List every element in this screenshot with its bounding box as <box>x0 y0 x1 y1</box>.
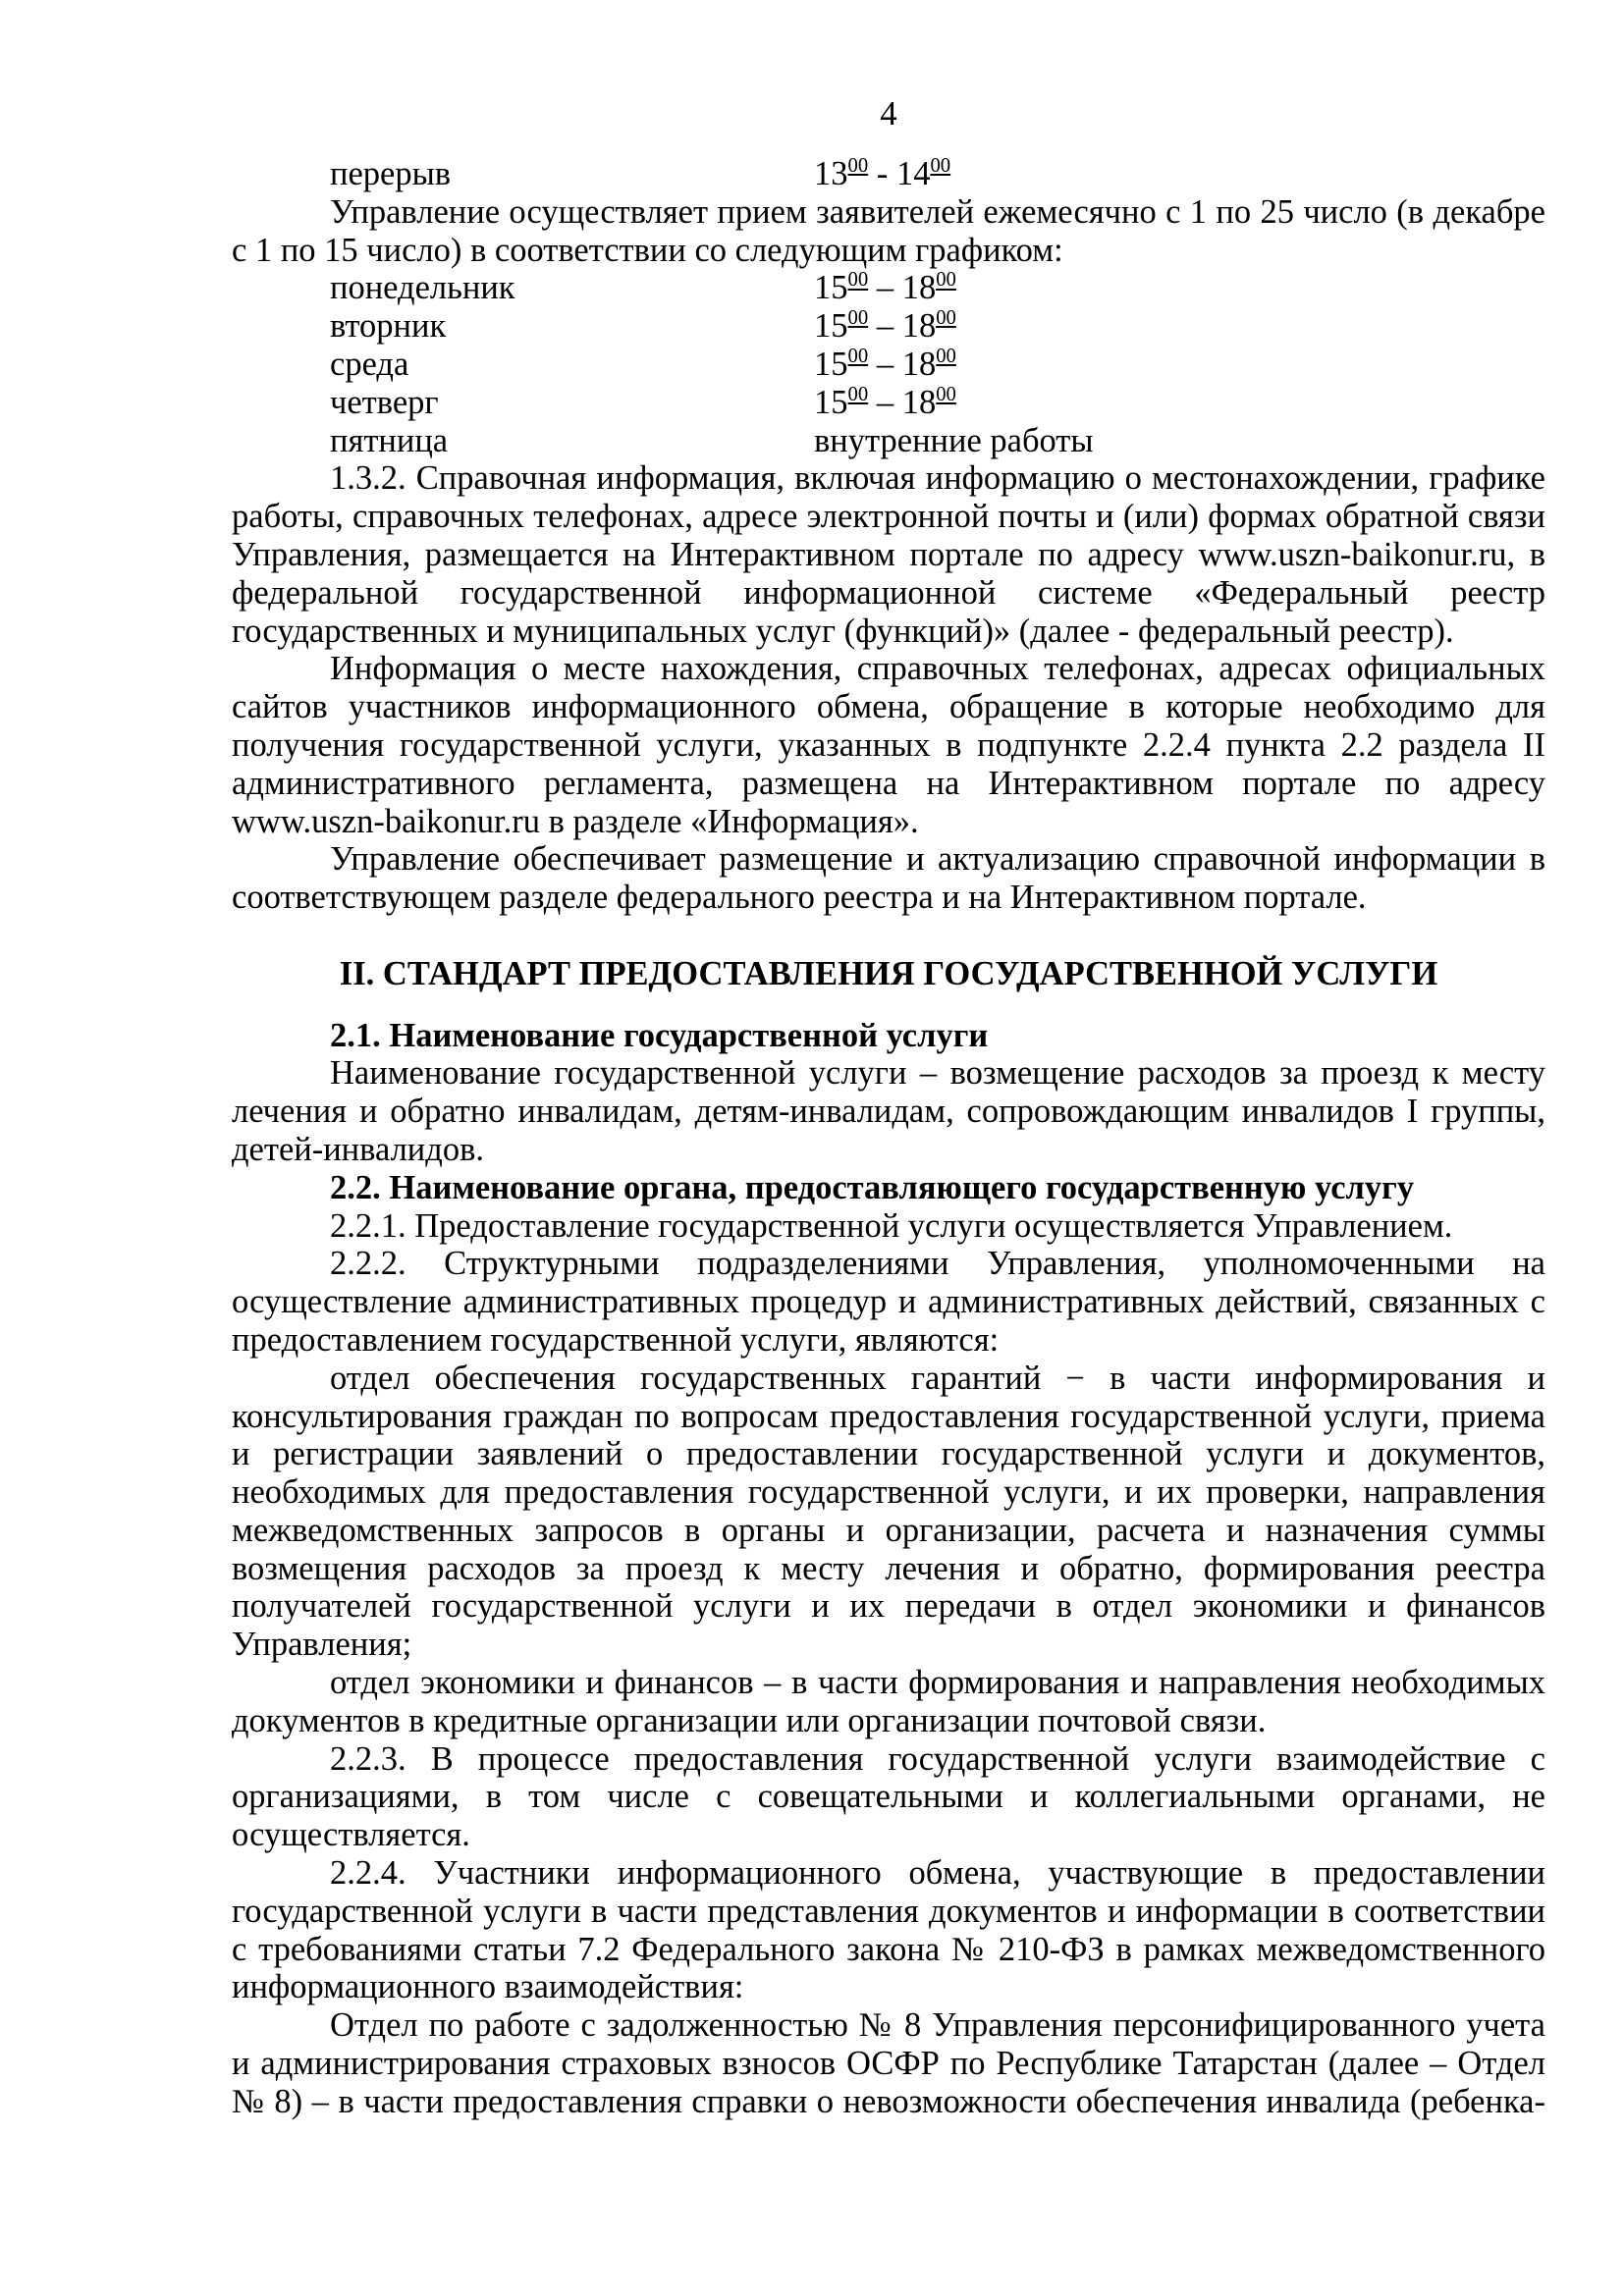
section-heading: II. СТАНДАРТ ПРЕДОСТАВЛЕНИЯ ГОСУДАРСТВЕННОЙ УСЛУГИ <box>339 954 1438 992</box>
paragraph-2-2-4: 2.2.4. Участники информационного обмена, участвующие в предоставлении государственной услуги в части представления документов и информации в соответствии с требованиями статьи 7.2 Федерального закона № 210-ФЗ в рамках межведомственного информационного взаимодействия: <box>232 1854 1545 2006</box>
schedule-row <box>232 307 1545 346</box>
subsection-2-1-text: Наименование государственной услуги – возмещение расходов за проезд к месту лечения и обратно инвалидам, детям-инвалидам, сопровождающим инвалидов I группы, детей-инвалидов. <box>232 1054 1545 1168</box>
schedule-note: внутренние работы <box>814 421 1094 459</box>
paragraph-info-update: Управление обеспечивает размещение и актуализацию справочной информации в соответствующем разделе федерального реестра и на Интерактивном портале. <box>232 840 1545 917</box>
schedule-time: $15^{00} - 18^{00}$ <box>814 383 956 421</box>
schedule-day: среда <box>330 345 409 383</box>
paragraph-department-8: Отдел по работе с задолженностью № 8 Управления персонифицированного учета и администрирования страховых взносов ОСФР по Республике Татарстан (далее – Отдел № 8) – в части предоставления справки о невозможности обеспечения инвалида (ребенка- <box>232 2006 1545 2120</box>
schedule-row-friday <box>232 422 1545 460</box>
paragraph-info-location: Информация о месте нахождения, справочных телефонах, адресах официальных сайтов участников информационного обмена, обращение в которые необходимо для получения государственной услуги, указанных в подпункте 2.2.4 пункта 2.2 раздела II административного регламента, размещена на Интерактивном портале по адресу www.uszn-baikonur.ru в разделе «Информация». <box>232 650 1545 840</box>
paragraph-department-finance: отдел экономики и финансов – в части формирования и направления необходимых документов в кредитные организации или организации почтовой связи. <box>232 1664 1545 1739</box>
subsection-2-2-heading: 2.2. Наименование органа, предоставляющего государственную услугу <box>330 1168 1415 1206</box>
paragraph-2-2-2: 2.2.2. Структурными подразделениями Управления, уполномоченными на осуществление административных процедур и административных действий, связанных с предоставлением государственной услуги, являются: <box>232 1245 1545 1359</box>
schedule-day: пятница <box>330 421 449 459</box>
schedule-row <box>232 269 1545 307</box>
paragraph-department-guarantees: отдел обеспечения государственных гарантий − в части информирования и консультирования граждан по вопросам предоставления государственной услуги, приема и регистрации заявлений о предоставлении государственной услуги и документов, необходимых для предоставления государственной услуги, и их проверки, направления межведомственных запросов в органы и организации, расчета и назначения суммы возмещения расходов за проезд к месту лечения и обратно, формирования реестра получателей государственной услуги и их передачи в отдел экономики и финансов Управления; <box>232 1359 1545 1664</box>
paragraph-1-3-2: 1.3.2. Справочная информация, включая информацию о местонахождении, графике работы, справочных телефонах, адресе электронной почты и (или) формах обратной связи Управления, размещается на Интерактивном портале по адресу www.uszn-baikonur.ru, в федеральной государственной информационной системе «Федеральный реестр государственных и муниципальных услуг (функций)» (далее - федеральный реестр). <box>232 459 1545 650</box>
reception-intro: Управление осуществляет прием заявителей ежемесячно с 1 по 25 число (в декабре с 1 по 15 число) в соответствии со следующим графиком: <box>232 192 1545 269</box>
schedule-day: понедельник <box>330 269 515 307</box>
schedule-time: $15^{00} - 18^{00}$ <box>814 307 956 346</box>
schedule-day: вторник <box>330 307 447 346</box>
break-label: перерыв <box>330 155 452 192</box>
break-row <box>232 155 1545 193</box>
paragraph-2-2-3: 2.2.3. В процессе предоставления государственной услуги взаимодействие с организациями, в том числе с совещательными и коллегиальными органами, не осуществляется. <box>232 1739 1545 1854</box>
subsection-2-1-heading: 2.1. Наименование государственной услуги <box>330 1016 989 1054</box>
schedule-time: $15^{00} - 18^{00}$ <box>814 345 956 383</box>
schedule-row <box>232 384 1545 422</box>
page-number: 4 <box>880 95 897 133</box>
schedule-list <box>232 269 1545 421</box>
schedule-time: $15^{00} - 18^{00}$ <box>814 269 956 307</box>
document-body <box>232 155 1545 2121</box>
paragraph-2-2-1: 2.2.1. Предоставление государственной услуги осуществляется Управлением. <box>330 1206 1453 1245</box>
break-time: $13^{00} - 14^{00}$ <box>814 155 951 192</box>
schedule-day: четверг <box>330 383 439 421</box>
schedule-row <box>232 346 1545 384</box>
